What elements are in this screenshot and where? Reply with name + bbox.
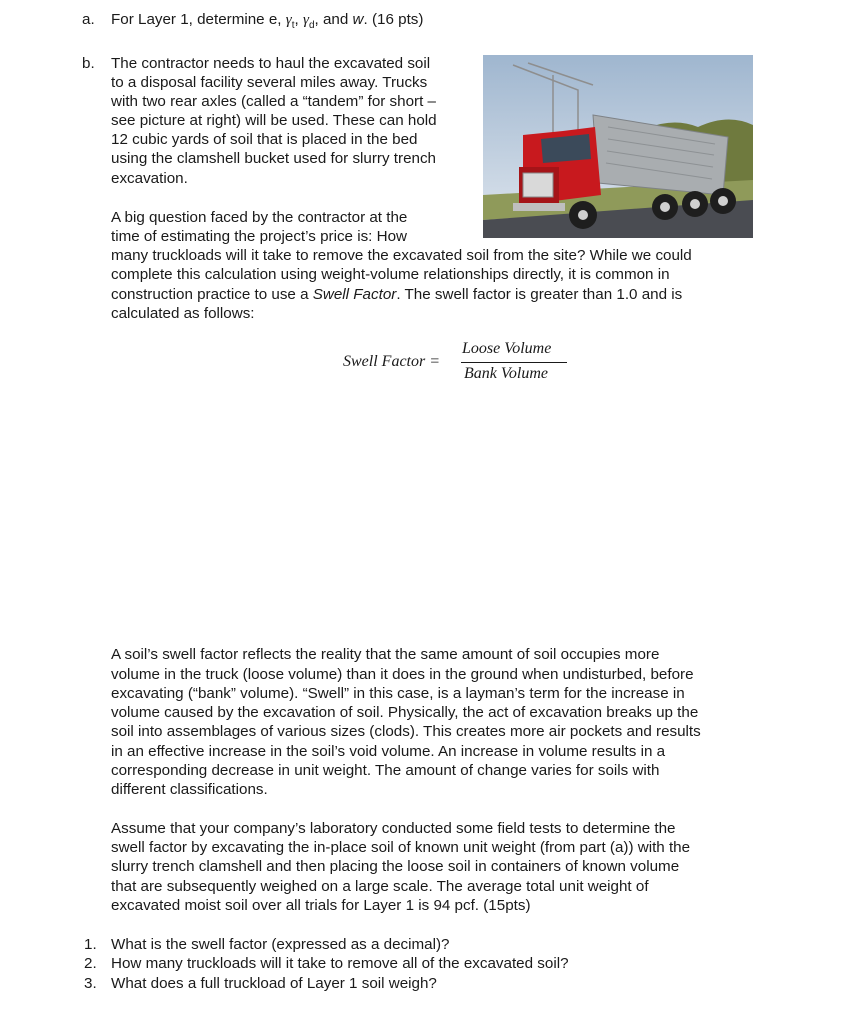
equation-lhs: Swell Factor = [343, 353, 441, 370]
list-item: What is the swell factor (expressed as a decimal)? [111, 936, 450, 953]
text-line: swell factor by excavating the in-place soil of known unit weight (from part (a)) with the [111, 839, 691, 856]
fraction-bar [461, 362, 567, 363]
list-item-marker: 1. [84, 936, 97, 953]
swell-factor-term: Swell Factor [312, 286, 397, 303]
text-line: A big question faced by the contractor at the [111, 209, 408, 226]
list-item-marker: 2. [84, 955, 97, 972]
cab-window [541, 134, 591, 163]
dump-truck-photo [483, 55, 753, 238]
text-line: slurry trench clamshell and then placing the loose soil in containers of known volume [111, 858, 680, 875]
rear-hub [690, 199, 700, 209]
text-line: with two rear axles (called a “tandem” for short – [111, 93, 436, 110]
text-line: volume caused by the excavation of soil. Physically, the act of excavation breaks up the [111, 704, 699, 721]
text-line: using the clamshell bucket used for slurry trench [111, 150, 436, 167]
text-line: different classifications. [111, 781, 268, 798]
text-line: excavating (“bank” volume). “Swell” in this case, is a layman’s term for the increase in [111, 685, 685, 702]
front-hub [578, 210, 588, 220]
text-line: excavated moist soil over all trials for Layer 1 is 94 pcf. (15pts) [111, 897, 531, 914]
text-line: excavation. [111, 170, 188, 187]
part-a-question: For Layer 1, determine e, $\gamma_t$, $\gamma_d$, and w. (16 pts) [111, 11, 424, 32]
text-line: many truckloads will it take to remove the excavated soil from the site? While we could [111, 247, 692, 264]
text-line: 12 cubic yards of soil that is placed in the bed [111, 131, 418, 148]
text-line: to a disposal facility several miles away. Trucks [111, 74, 428, 91]
part-a-marker: a. [82, 11, 95, 28]
truck-grille [523, 173, 553, 197]
equation-numerator: Loose Volume [462, 340, 552, 357]
list-item: How many truckloads will it take to remove all of the excavated soil? [111, 955, 569, 972]
text-line: volume in the truck (loose volume) than it does in the ground when undisturbed, before [111, 666, 694, 683]
list-item: What does a full truckload of Layer 1 soil weigh? [111, 975, 437, 992]
text-line: The contractor needs to haul the excavated soil [111, 55, 431, 72]
part-b-marker: b. [82, 55, 95, 72]
text-line: in an effective increase in the soil’s void volume. An increase in volume results in a [111, 743, 666, 760]
equation-denominator: Bank Volume [464, 365, 548, 382]
swell-factor-equation [343, 338, 583, 388]
text-line: soil into assemblages of various sizes (clods). This creates more air pockets and results [111, 723, 701, 740]
list-item-marker: 3. [84, 975, 97, 992]
text-line: time of estimating the project’s price is: How [111, 228, 407, 245]
rear-hub [718, 196, 728, 206]
text-line: Assume that your company’s laboratory conducted some field tests to determine the [111, 820, 676, 837]
rear-hub [660, 202, 670, 212]
text-line: that are subsequently weighed on a large scale. The average total unit weight of [111, 878, 649, 895]
text-line: calculated as follows: [111, 305, 255, 322]
front-bumper [513, 203, 565, 211]
text-line: A soil’s swell factor reflects the reality that the same amount of soil occupies more [111, 646, 660, 663]
text-line: see picture at right) will be used. These can hold [111, 112, 437, 129]
text-line: complete this calculation using weight-volume relationships directly, it is common in [111, 266, 670, 283]
text-line: corresponding decrease in unit weight. The amount of change varies for soils with [111, 762, 660, 779]
text-line: construction practice to use a Swell Factor. The swell factor is greater than 1.0 and is [111, 286, 683, 303]
